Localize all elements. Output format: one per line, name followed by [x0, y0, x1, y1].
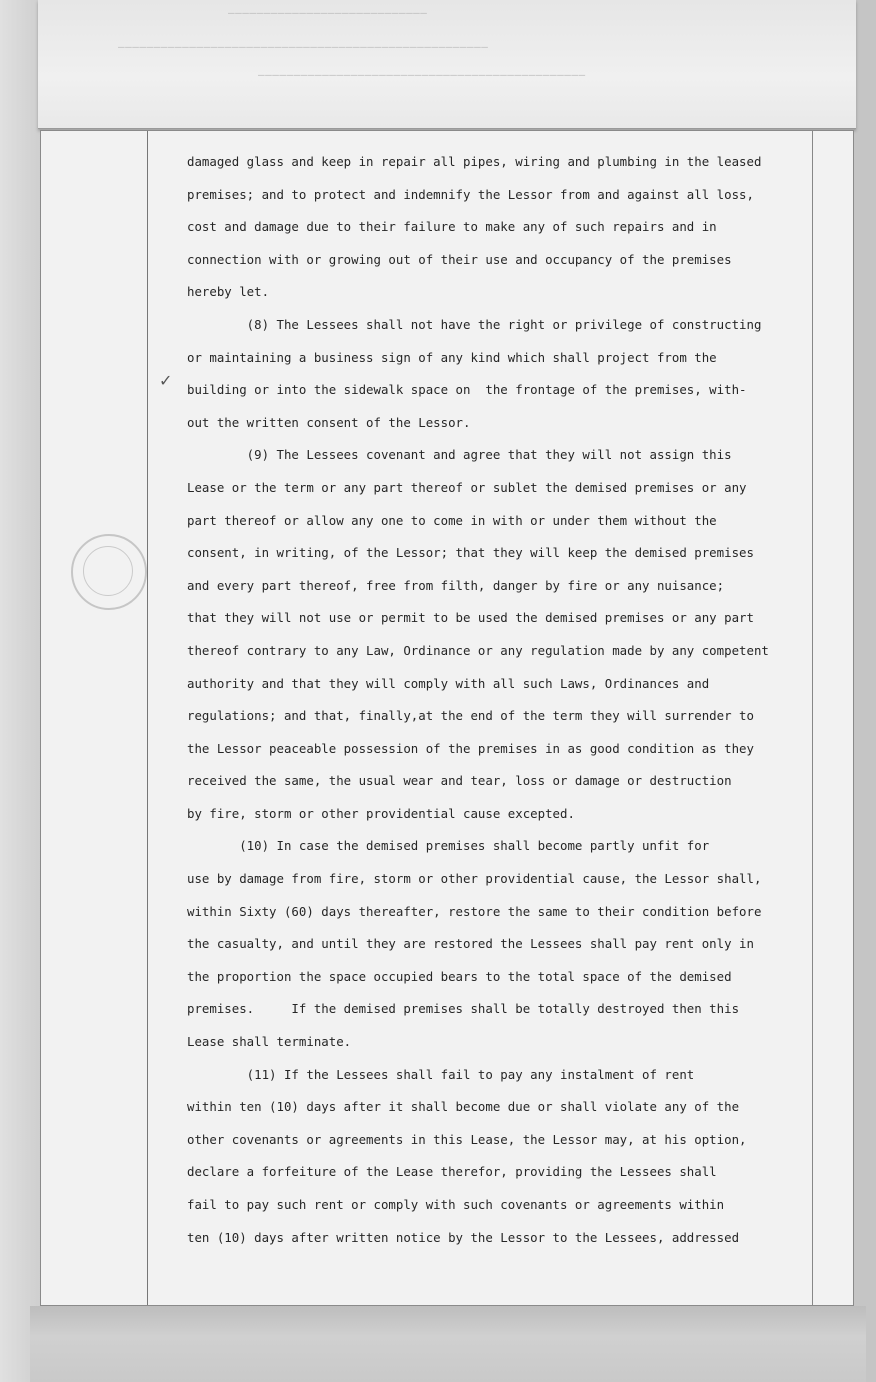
text-line: connection with or growing out of their use and occupancy of the premises — [187, 251, 732, 267]
bleed-through-text: —————————————————————————————————————————————— — [258, 68, 586, 81]
folded-top-flap — [38, 0, 856, 129]
typed-body-text — [187, 146, 827, 1254]
paper-edge-left — [0, 0, 40, 1382]
text-line: and every part thereof, free from filth, danger by fire or any nuisance; — [187, 577, 725, 593]
text-line: ten (10) days after written notice by the Lessor to the Lessees, addressed — [187, 1229, 740, 1245]
text-line: or maintaining a business sign of any kind which shall project from the — [187, 349, 717, 365]
text-line: damaged glass and keep in repair all pipes, wiring and plumbing in the leased — [187, 154, 762, 169]
text-line: regulations; and that, finally,at the end of the term they will surrender to — [187, 708, 754, 724]
text-line: premises; and to protect and indemnify the Lessor from and against all loss, — [187, 186, 754, 202]
bleed-through-text: ———————————————————————————————————————————————————— — [118, 40, 489, 53]
text-line: that they will not use or permit to be used the demised premises or any part — [187, 610, 754, 626]
text-line: Lease shall terminate. — [187, 1034, 352, 1050]
text-line: fail to pay such rent or comply with such covenants or agreements within — [187, 1197, 725, 1212]
left-margin-rule — [147, 131, 148, 1305]
text-line: hereby let. — [187, 284, 270, 300]
text-line: declare a forfeiture of the Lease therefor, providing the Lessees shall — [187, 1164, 717, 1180]
text-line: the Lessor peaceable possession of the premises in as good condition as they — [187, 740, 754, 756]
bleed-through-text: ———————————————————————————— — [228, 6, 428, 19]
text-line: thereof contrary to any Law, Ordinance or any regulation made by any competent — [187, 642, 769, 658]
document-page — [40, 130, 854, 1306]
text-line: (10) In case the demised premises shall become partly unfit for — [187, 838, 710, 854]
text-line: within Sixty (60) days thereafter, restore the same to their condition before — [187, 903, 762, 919]
folded-bottom-edge — [30, 1306, 866, 1382]
text-line: (8) The Lessees shall not have the right or privilege of constructing — [187, 316, 762, 332]
text-line: received the same, the usual wear and tear, loss or damage or destruction — [187, 773, 732, 789]
text-line: by fire, storm or other providential cause excepted. — [187, 805, 575, 821]
paper-edge-right — [854, 0, 876, 1382]
text-line: (9) The Lessees covenant and agree that they will not assign this — [187, 447, 732, 463]
text-line: Lease or the term or any part thereof or sublet the demised premises or any — [187, 479, 747, 495]
stamp-inner-ring — [83, 546, 133, 596]
text-line: premises. If the demised premises shall be totally destroyed then this — [187, 1001, 740, 1017]
text-line: (11) If the Lessees shall fail to pay any instalment of rent — [187, 1066, 695, 1082]
text-line: within ten (10) days after it shall become due or shall violate any of the — [187, 1099, 740, 1115]
margin-check-mark: ✓ — [159, 371, 173, 390]
text-line: building or into the sidewalk space on the frontage of the premises, with- — [187, 382, 747, 398]
text-line: use by damage from fire, storm or other providential cause, the Lessor shall, — [187, 871, 762, 887]
text-line: authority and that they will comply with all such Laws, Ordinances and — [187, 675, 710, 691]
text-line: part thereof or allow any one to come in with or under them without the — [187, 512, 717, 528]
text-line: cost and damage due to their failure to make any of such repairs and in — [187, 219, 717, 235]
faded-stamp-seal — [71, 534, 147, 610]
text-line: the proportion the space occupied bears to the total space of the demised — [187, 968, 732, 984]
text-line: out the written consent of the Lessor. — [187, 414, 471, 430]
text-line: the casualty, and until they are restored the Lessees shall pay rent only in — [187, 936, 754, 952]
text-line: other covenants or agreements in this Lease, the Lessor may, at his option, — [187, 1131, 747, 1147]
text-line: consent, in writing, of the Lessor; that they will keep the demised premises — [187, 545, 754, 561]
